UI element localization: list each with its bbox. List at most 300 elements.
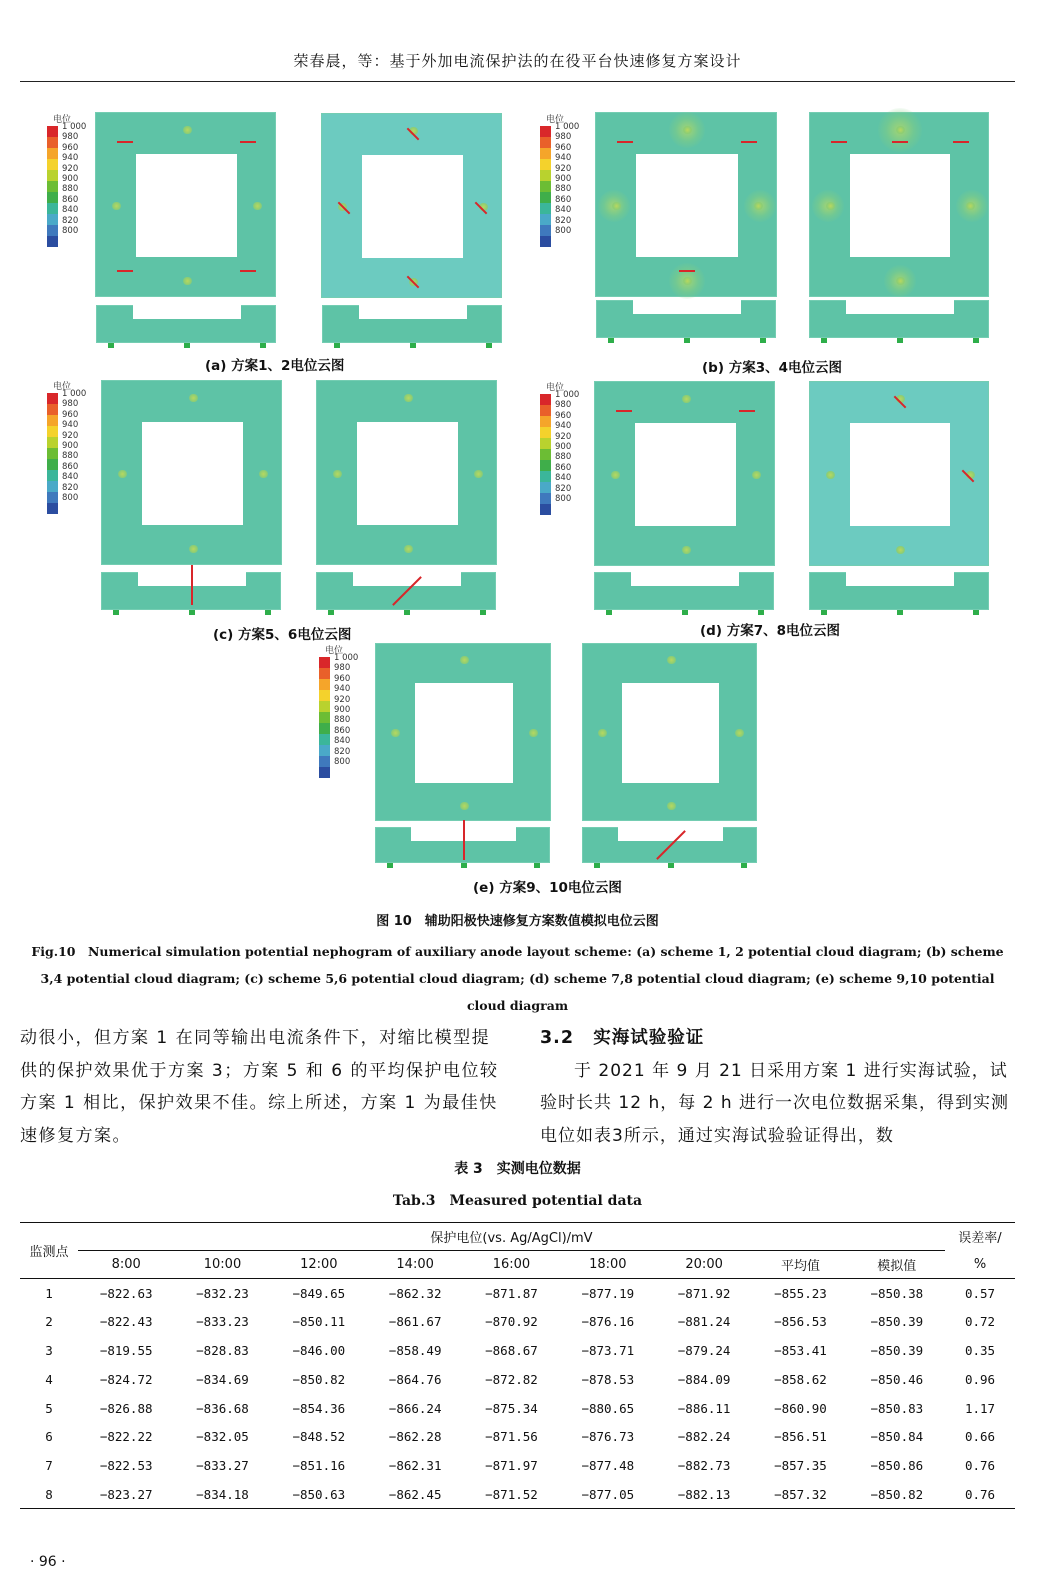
table-cell: −871.92	[677, 1285, 731, 1301]
legend-tick-label: 1 000	[62, 389, 87, 399]
anode-line	[617, 141, 633, 143]
table-cell: 4	[45, 1371, 53, 1387]
legend-tick-label: 800	[62, 493, 79, 504]
table-cell: −882.13	[677, 1486, 731, 1502]
legend-tick-label: 880	[62, 184, 79, 195]
table-cell: −833.23	[196, 1314, 249, 1330]
legend-swatch	[319, 701, 330, 712]
legend-tick-label: 860	[555, 462, 572, 473]
legend-panel-d	[540, 380, 600, 520]
section-title: 实海试验验证	[593, 1028, 705, 1048]
legend-tick-label: 940	[62, 153, 79, 164]
legend-swatch	[47, 203, 58, 214]
tray-foot	[486, 343, 492, 348]
legend-swatch	[47, 503, 58, 514]
scheme-9-plan	[375, 643, 551, 821]
legend-ticks	[334, 653, 358, 767]
table-caption-en: Tab.3 Measured potential data	[392, 1193, 643, 1209]
table-cell: −850.86	[870, 1458, 924, 1474]
tray-foot	[897, 338, 903, 343]
caption-panel-c: (c) 方案5、6电位云图	[213, 627, 352, 643]
tray-foot	[260, 343, 266, 348]
table-cell: −832.05	[196, 1429, 249, 1445]
anode-line	[741, 141, 757, 143]
tray-foot	[265, 610, 271, 615]
legend-color-bar	[540, 126, 551, 247]
legend-tick-label: 980	[62, 399, 79, 410]
table-cell: −876.16	[581, 1314, 635, 1330]
scheme-8-section	[809, 572, 989, 610]
anode-marker	[667, 802, 676, 810]
legend-swatch	[47, 159, 58, 170]
header-monitoring-point: 监测点	[29, 1245, 69, 1260]
subheader-6: 20:00	[685, 1257, 723, 1272]
figure-caption-cn: 图 10 辅助阳极快速修复方案数值模拟电位云图	[376, 914, 659, 929]
anode-marker	[598, 729, 607, 737]
legend-tick-label: 820	[555, 215, 572, 226]
legend-swatch	[540, 159, 551, 170]
scheme-2-section	[322, 305, 502, 343]
table-cell: −858.62	[774, 1371, 827, 1387]
subheader-7: 平均值	[780, 1259, 820, 1274]
section-number: 3.2	[540, 1028, 575, 1048]
legend-swatch	[319, 723, 330, 734]
legend-tick-label: 1 000	[62, 122, 87, 132]
legend-tick-label: 920	[555, 431, 572, 442]
legend-color-bar	[540, 394, 551, 515]
table-cell: −876.73	[581, 1429, 635, 1445]
table-cell: −877.05	[581, 1486, 635, 1502]
legend-tick-label: 940	[555, 421, 572, 432]
table-cell: −857.35	[774, 1458, 827, 1474]
anode-marker	[682, 546, 691, 554]
table-cell: −880.65	[581, 1400, 635, 1416]
legend-tick-label: 1 000	[555, 122, 580, 132]
legend-swatch	[47, 437, 58, 448]
table-cell: −879.24	[677, 1342, 731, 1358]
table-cell: −833.27	[196, 1458, 249, 1474]
legend-swatch	[47, 170, 58, 181]
table-cell: 3	[45, 1342, 53, 1358]
legend-tick-label: 900	[334, 705, 351, 716]
legend-swatch	[47, 426, 58, 437]
legend-title: 电位	[53, 382, 72, 392]
anode-marker	[667, 656, 676, 664]
table-cell: −878.53	[581, 1371, 635, 1387]
tray-foot	[410, 343, 416, 348]
legend-swatch	[540, 236, 551, 247]
legend-tick-label: 880	[555, 184, 572, 195]
anode-line	[679, 270, 695, 272]
page-number: · 96 ·	[30, 1554, 66, 1570]
tray-foot	[334, 343, 340, 348]
legend-swatch	[47, 404, 58, 415]
tray-notch	[359, 305, 467, 319]
table-cell: 0.35	[964, 1342, 996, 1358]
anode-line	[953, 141, 969, 143]
legend-swatch	[319, 668, 330, 679]
table-cell: −855.23	[774, 1285, 827, 1301]
legend-tick-label: 800	[334, 757, 351, 768]
body-text-right	[540, 1022, 1015, 1152]
table-cell: −856.51	[774, 1429, 827, 1445]
legend-tick-label: 880	[62, 451, 79, 462]
square-opening	[142, 422, 243, 525]
legend-title: 电位	[53, 115, 72, 125]
legend-tick-label: 920	[62, 163, 79, 174]
anode-marker	[118, 470, 127, 478]
legend-ticks	[62, 389, 86, 503]
table-cell: −850.82	[870, 1486, 924, 1502]
table-cell: −862.45	[388, 1486, 442, 1502]
table-cell: −862.28	[388, 1429, 442, 1445]
legend-swatch	[540, 170, 551, 181]
legend-tick-label: 880	[334, 715, 351, 726]
table-cell: −822.22	[99, 1429, 153, 1445]
table-cell: −836.68	[196, 1400, 249, 1416]
table-cell: −877.19	[581, 1285, 635, 1301]
legend-swatch	[540, 493, 551, 504]
anode-line	[117, 270, 133, 272]
anode-marker	[259, 470, 268, 478]
table-cell: −868.67	[485, 1342, 538, 1358]
legend-tick-label: 940	[62, 420, 79, 431]
table-cell: −862.31	[388, 1458, 442, 1474]
tray-foot	[682, 610, 688, 615]
legend-swatch	[47, 448, 58, 459]
table-row	[20, 1394, 1015, 1423]
scheme-7-section	[594, 572, 774, 610]
legend-swatch	[540, 482, 551, 493]
legend-tick-label: 980	[555, 132, 572, 143]
legend-tick-label: 920	[62, 430, 79, 441]
tray-notch	[846, 300, 954, 314]
table-cell: 8	[45, 1486, 53, 1502]
legend-swatch	[47, 148, 58, 159]
legend-swatch	[47, 137, 58, 148]
square-opening	[622, 683, 719, 783]
table-cell: −870.92	[485, 1314, 538, 1330]
table-cell: −822.63	[99, 1285, 153, 1301]
square-opening	[136, 154, 237, 257]
table-cell: −886.11	[677, 1400, 731, 1416]
table-cell: −849.65	[292, 1285, 346, 1301]
legend-tick-label: 980	[555, 400, 572, 411]
table-cell: −846.00	[292, 1342, 346, 1358]
running-header: 荣春晨，等：基于外加电流保护法的在役平台快速修复方案设计	[293, 52, 742, 70]
legend-panel-e	[319, 643, 379, 783]
legend-tick-label: 900	[555, 174, 572, 185]
legend-swatch	[47, 225, 58, 236]
legend-tick-label: 900	[62, 441, 79, 452]
table-cell: −871.87	[485, 1285, 538, 1301]
anode-marker	[404, 545, 413, 553]
legend-swatch	[319, 712, 330, 723]
table-cell: −877.48	[581, 1458, 635, 1474]
caption-panel-e: (e) 方案9、10电位云图	[473, 880, 622, 896]
table-cell: 1.17	[964, 1400, 996, 1416]
legend-swatch	[540, 427, 551, 438]
tray-foot	[684, 338, 690, 343]
anode-marker	[611, 471, 620, 479]
legend-swatch	[319, 734, 330, 745]
anode-marker	[112, 202, 121, 210]
legend-swatch	[47, 192, 58, 203]
scheme-2-plan	[321, 113, 502, 298]
legend-tick-label: 960	[62, 142, 79, 153]
anode-marker	[896, 126, 905, 134]
legend-tick-label: 960	[555, 142, 572, 153]
legend-swatch	[47, 393, 58, 404]
legend-tick-label: 800	[555, 226, 572, 237]
table-cell: −822.43	[99, 1314, 153, 1330]
table-row	[20, 1336, 1015, 1365]
table-cell: 0.76	[964, 1486, 996, 1502]
legend-tick-label: 800	[555, 494, 572, 505]
table-row	[20, 1307, 1015, 1336]
tray-foot	[758, 610, 764, 615]
legend-tick-label: 840	[334, 736, 351, 747]
anode-marker	[612, 202, 621, 210]
header-rule	[20, 81, 1015, 82]
table-cell: −871.97	[485, 1458, 538, 1474]
scheme-4-section	[809, 300, 989, 338]
tray-notch	[133, 305, 241, 319]
legend-panel-b	[540, 112, 600, 252]
table-cell: −860.90	[774, 1400, 827, 1416]
table-cell: −850.82	[292, 1371, 346, 1387]
table-row	[20, 1480, 1015, 1509]
table-cell: −828.83	[196, 1342, 249, 1358]
anode-line	[616, 410, 632, 412]
anode-marker	[333, 470, 342, 478]
legend-tick-label: 840	[62, 205, 79, 216]
table-caption-cn: 表 3 实测电位数据	[454, 1161, 581, 1177]
table-cell: −858.49	[388, 1342, 442, 1358]
scheme-1-section	[96, 305, 276, 343]
table-cell: −826.88	[99, 1400, 153, 1416]
legend-title: 电位	[325, 646, 344, 656]
square-opening	[636, 154, 738, 257]
tray-foot	[668, 863, 674, 868]
table-cell: −834.18	[196, 1486, 249, 1502]
square-opening	[357, 422, 458, 525]
legend-tick-label: 1 000	[555, 390, 580, 400]
anode-line	[240, 141, 256, 143]
subheader-0: 8:00	[111, 1257, 141, 1272]
tray-foot	[608, 338, 614, 343]
table-row	[20, 1422, 1015, 1451]
tray-foot	[973, 610, 979, 615]
legend-title: 电位	[546, 383, 565, 393]
legend-swatch	[47, 492, 58, 503]
tray-foot	[387, 863, 393, 868]
legend-tick-label: 820	[334, 746, 351, 757]
table-cell: −850.39	[870, 1342, 924, 1358]
table-cell: −854.36	[292, 1400, 346, 1416]
table-cell: −850.39	[870, 1314, 924, 1330]
table-cell: 0.72	[964, 1314, 996, 1330]
table-cell: −857.32	[774, 1486, 827, 1502]
legend-swatch	[540, 225, 551, 236]
legend-color-bar	[47, 126, 58, 247]
anode-line	[117, 141, 133, 143]
table-cell: 0.96	[964, 1371, 996, 1387]
tray-foot	[760, 338, 766, 343]
tray-foot	[184, 343, 190, 348]
table-row	[20, 1365, 1015, 1394]
table-cell: 1	[45, 1285, 53, 1301]
scheme-7-plan	[594, 381, 775, 566]
legend-swatch	[47, 459, 58, 470]
legend-tick-label: 860	[334, 725, 351, 736]
scheme-10-section	[582, 827, 757, 863]
caption-panel-d: (d) 方案7、8电位云图	[700, 623, 840, 639]
header-protection-potential: 保护电位(vs. Ag/AgCl)/mV	[78, 1223, 945, 1251]
anode-marker	[253, 202, 262, 210]
scheme-5-section	[101, 572, 281, 610]
anode-marker	[754, 202, 763, 210]
legend-tick-label: 860	[62, 194, 79, 205]
table-cell: −873.71	[581, 1342, 635, 1358]
table-cell: −822.53	[99, 1458, 153, 1474]
legend-tick-label: 980	[62, 132, 79, 143]
caption-panel-b: (b) 方案3、4电位云图	[702, 360, 842, 376]
legend-swatch	[47, 181, 58, 192]
legend-tick-label: 900	[62, 174, 79, 185]
anode-marker	[391, 729, 400, 737]
anode-line	[739, 410, 755, 412]
tray-foot	[821, 610, 827, 615]
legend-swatch	[540, 438, 551, 449]
tray-foot	[461, 863, 467, 868]
table-cell: −850.83	[870, 1400, 924, 1416]
legend-title: 电位	[546, 115, 565, 125]
anode-marker	[460, 656, 469, 664]
table-cell: 0.76	[964, 1458, 996, 1474]
table-cell: −882.24	[677, 1429, 731, 1445]
legend-tick-label: 960	[334, 673, 351, 684]
table-cell: −834.69	[196, 1371, 249, 1387]
tray-foot	[594, 863, 600, 868]
anode-marker	[682, 395, 691, 403]
legend-swatch	[47, 415, 58, 426]
measured-potential-table	[20, 1222, 1015, 1509]
scheme-1-plan	[95, 112, 276, 297]
legend-swatch	[540, 504, 551, 515]
table-cell: −864.76	[388, 1371, 442, 1387]
legend-ticks	[62, 122, 86, 236]
legend-swatch	[319, 756, 330, 767]
legend-tick-label: 820	[62, 215, 79, 226]
legend-swatch	[540, 192, 551, 203]
table-cell: −850.46	[870, 1371, 924, 1387]
subheader-error-unit: %	[973, 1256, 987, 1272]
table-cell: −823.27	[99, 1486, 153, 1502]
anode-marker	[966, 202, 975, 210]
table-cell: −882.73	[677, 1458, 731, 1474]
legend-swatch	[540, 203, 551, 214]
legend-tick-label: 800	[62, 226, 79, 237]
legend-tick-label: 980	[334, 663, 351, 674]
legend-swatch	[540, 181, 551, 192]
tray-foot	[108, 343, 114, 348]
anode-line	[240, 270, 256, 272]
anode-marker	[896, 546, 905, 554]
table-cell: −850.84	[870, 1429, 924, 1445]
subheader-1: 10:00	[203, 1257, 242, 1272]
subheader-5: 18:00	[589, 1257, 627, 1272]
legend-ticks	[555, 390, 579, 504]
legend-tick-label: 940	[334, 684, 351, 695]
table-cell: −871.52	[485, 1486, 538, 1502]
table-row	[20, 1279, 1015, 1308]
table-cell: −832.23	[196, 1285, 249, 1301]
scheme-3-section	[596, 300, 776, 338]
anode-marker	[683, 126, 692, 134]
tray-foot	[113, 610, 119, 615]
tray-foot	[404, 610, 410, 615]
subheader-3: 14:00	[396, 1257, 434, 1272]
legend-tick-label: 820	[555, 483, 572, 494]
tray-notch	[633, 300, 741, 314]
tray-foot	[897, 610, 903, 615]
scheme-8-plan	[809, 381, 989, 566]
anode-marker	[189, 545, 198, 553]
table-cell: 7	[45, 1458, 53, 1474]
table-cell: −819.55	[99, 1342, 153, 1358]
tray-foot	[480, 610, 486, 615]
legend-swatch	[47, 126, 58, 137]
legend-swatch	[47, 214, 58, 225]
anode-line	[191, 565, 193, 605]
square-opening	[415, 683, 513, 783]
table-cell: −881.24	[677, 1314, 731, 1330]
legend-tick-label: 840	[555, 205, 572, 216]
scheme-10-plan	[582, 643, 757, 821]
table-cell: −850.38	[870, 1285, 924, 1301]
anode-marker	[474, 470, 483, 478]
tray-notch	[846, 572, 954, 586]
subheader-2: 12:00	[300, 1257, 338, 1272]
scheme-6-section	[316, 572, 496, 610]
table-cell: 6	[45, 1429, 53, 1445]
legend-swatch	[540, 126, 551, 137]
anode-marker	[826, 471, 835, 479]
legend-tick-label: 920	[334, 694, 351, 705]
subheader-4: 16:00	[492, 1257, 531, 1272]
legend-swatch	[540, 394, 551, 405]
legend-color-bar	[47, 393, 58, 514]
table-cell: −871.56	[485, 1429, 538, 1445]
table-cell: −856.53	[774, 1314, 827, 1330]
anode-marker	[460, 802, 469, 810]
legend-tick-label: 860	[555, 194, 572, 205]
anode-marker	[404, 394, 413, 402]
section-paragraph: 于 2021 年 9 月 21 日采用方案 1 进行实海试验，试验时长共 12 h，每 2 h 进行一次电位数据采集，得到实测电位如表3所示，通过实海试验验证得出，数	[540, 1060, 1010, 1146]
legend-tick-label: 860	[62, 461, 79, 472]
legend-ticks	[555, 122, 579, 236]
section-heading	[540, 1022, 1015, 1055]
legend-swatch	[540, 214, 551, 225]
tray-foot	[534, 863, 540, 868]
square-opening	[850, 423, 950, 526]
table-cell: −853.41	[774, 1342, 827, 1358]
anode-line	[831, 141, 847, 143]
legend-tick-label: 920	[555, 163, 572, 174]
tray-foot	[821, 338, 827, 343]
legend-swatch	[540, 449, 551, 460]
